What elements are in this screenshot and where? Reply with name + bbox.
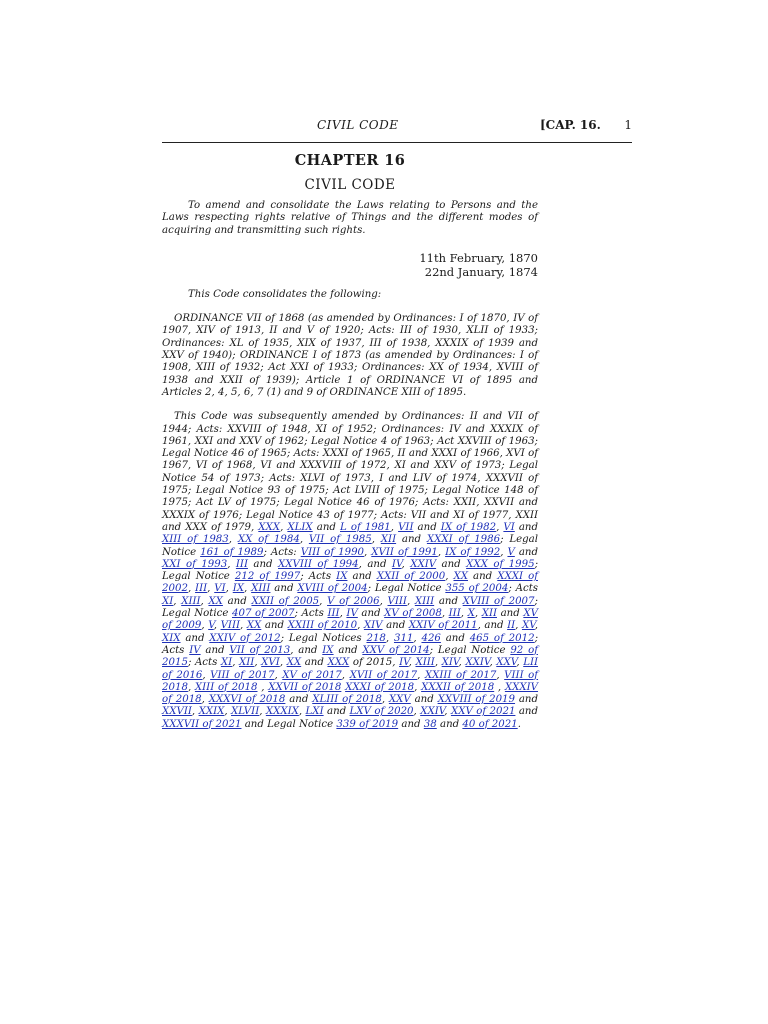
amendment-link[interactable]: XXXIX xyxy=(265,706,299,718)
amendment-link[interactable]: V xyxy=(507,546,515,558)
amendment-link[interactable]: XXV of 2021 xyxy=(450,706,516,718)
amendment-link[interactable]: XXXI of 2002 xyxy=(162,571,538,595)
amendment-link[interactable]: 311 xyxy=(393,632,414,644)
amendment-link[interactable]: VI xyxy=(503,521,515,533)
amendment-link[interactable]: XII xyxy=(380,534,397,546)
amendment-link[interactable]: IX of 1982 xyxy=(440,521,497,533)
amendment-link[interactable]: XLVII xyxy=(231,706,260,718)
amendment-link[interactable]: XX xyxy=(208,595,223,607)
amendment-link[interactable]: IX xyxy=(232,583,245,595)
amendment-link[interactable]: XVIII of 2007 xyxy=(462,595,535,607)
amendment-link[interactable]: XXV xyxy=(496,657,517,669)
amendment-link[interactable]: 407 of 2007 xyxy=(231,608,295,620)
amendment-link[interactable]: VIII of 2017 xyxy=(210,669,275,681)
amendment-link[interactable]: V of 2006 xyxy=(327,595,380,607)
amendment-link[interactable]: XIII xyxy=(181,595,201,607)
amendment-link[interactable]: XXV of 2014 xyxy=(362,644,430,656)
amendment-link[interactable]: XXXII of 2018 xyxy=(421,681,495,693)
amendment-link[interactable]: VI xyxy=(214,583,226,595)
amendment-link[interactable]: XXIV of 2011 xyxy=(408,620,478,632)
amendment-link[interactable]: XXIV xyxy=(410,558,437,570)
amendment-link[interactable]: L of 1981 xyxy=(340,521,391,533)
amendment-link[interactable]: II xyxy=(507,620,516,632)
amendment-link[interactable]: XXIX xyxy=(198,706,225,718)
amendment-link[interactable]: XXIII of 2017 xyxy=(424,669,497,681)
running-header-title: CIVIL CODE xyxy=(317,118,399,132)
amendment-link[interactable]: XIII xyxy=(251,583,271,595)
amendment-link[interactable]: XXXVII of 2021 xyxy=(162,718,242,730)
amendment-link[interactable]: 212 of 1997 xyxy=(234,571,301,583)
amendment-link[interactable]: V xyxy=(208,620,214,632)
amendment-link[interactable]: XIV xyxy=(363,620,383,632)
amendment-link[interactable]: XXXI of 1986 xyxy=(426,534,501,546)
consolidated-ordinances: ORDINANCE VII of 1868 (as amended by Ordinances: I of 1870, IV of 1907, XIV of 1913, II and V of 1920; Acts: III of 1930, XLII of 1933; Ordinances: XL of 1935, XIX of 1937, III of 1938, XXXIX of 1939 and XXV of 1940); ORDINANCE I of 1873 (as amended by Ordinances: I of 1908, XIII of 1932; Act XXI of 1933; Ordinances: XX of 1934, XVIII of 1938 and XXII of 1939); Article 1 of ORDINANCE VI of 1895 and Articles 2, 4, 5, 6, 7 (1) and 9 of ORDINANCE XIII of 1895. xyxy=(162,313,538,398)
amendment-link[interactable]: IV xyxy=(391,558,402,570)
amendment-link[interactable]: 92 of 2015 xyxy=(162,644,539,669)
chapter-reference: [CAP. 16. xyxy=(540,118,601,132)
amendment-link[interactable]: XXX of 1995 xyxy=(466,558,535,570)
amendment-link[interactable]: LII of 2016 xyxy=(162,657,539,681)
amendment-link[interactable]: XVI xyxy=(261,657,280,669)
running-header xyxy=(162,118,632,138)
amendment-link[interactable]: 339 of 2019 xyxy=(336,718,399,730)
header-rule xyxy=(162,142,632,143)
enactment-dates xyxy=(162,251,538,279)
amendment-link[interactable]: IV xyxy=(189,644,201,656)
amendment-link[interactable]: XXVIII of 1994 xyxy=(278,558,359,570)
amendment-link[interactable]: XXI of 1993 xyxy=(162,558,228,570)
amendment-link[interactable]: XXIV of 2012 xyxy=(209,632,281,644)
amendment-link[interactable]: III xyxy=(235,558,248,570)
amendment-link[interactable]: IX xyxy=(336,571,348,583)
amendment-link[interactable]: 426 xyxy=(421,632,441,644)
amendment-link[interactable]: XVII of 2017 xyxy=(349,669,418,681)
amendment-link[interactable]: VIII xyxy=(387,595,407,607)
amendment-link[interactable]: VIII xyxy=(220,620,240,632)
amendment-link[interactable]: XIII of 1983 xyxy=(162,534,229,546)
amendment-link[interactable]: XII xyxy=(239,657,255,669)
amendment-link[interactable]: XXX xyxy=(258,521,281,533)
amendment-link[interactable]: XIV xyxy=(441,657,459,669)
amendment-link[interactable]: XIX xyxy=(162,632,181,644)
page-number: 1 xyxy=(624,118,632,132)
amendment-link[interactable]: XXVII of 2018 xyxy=(268,681,342,693)
amendment-link[interactable]: LXV of 2020 xyxy=(349,706,414,718)
amendment-link[interactable]: XI xyxy=(162,595,174,607)
amendment-link[interactable]: XV of 2009 xyxy=(162,608,538,632)
amendment-link[interactable]: X xyxy=(467,608,475,620)
date-line: 22nd January, 1874 xyxy=(424,264,538,279)
amendment-link[interactable]: XXIII of 2010 xyxy=(287,620,358,632)
amendment-link[interactable]: XXXVI of 2018 xyxy=(208,694,286,706)
amendment-link[interactable]: XX of 1984 xyxy=(237,534,300,546)
amendment-link[interactable]: XVIII of 2004 xyxy=(297,583,368,595)
amendment-link[interactable]: XXIV xyxy=(420,706,445,718)
amendment-link[interactable]: VIII of 1990 xyxy=(300,546,365,558)
amendment-link[interactable]: XLIII of 2018 xyxy=(312,694,382,706)
amendment-link[interactable]: XV of 2008 xyxy=(384,608,442,620)
amendment-link[interactable]: 355 of 2004 xyxy=(445,583,509,595)
amendment-link[interactable]: XXXI of 2018 xyxy=(345,681,415,693)
amendment-link[interactable]: XX xyxy=(246,620,262,632)
amendment-link[interactable]: XLIX xyxy=(287,521,313,533)
amendment-link[interactable]: 218 xyxy=(366,632,386,644)
amendment-link[interactable]: XII xyxy=(481,608,497,620)
amendment-link[interactable]: IV xyxy=(346,608,358,620)
amendment-link[interactable]: III xyxy=(195,583,208,595)
amendment-link[interactable]: III xyxy=(448,608,461,620)
amendment-link[interactable]: XXIV xyxy=(465,657,490,669)
amendment-link[interactable]: 40 of 2021 xyxy=(462,718,518,730)
chapter-heading: CHAPTER 16 xyxy=(294,152,406,169)
amendment-link[interactable]: XXVII xyxy=(162,706,192,718)
amendment-link[interactable]: XI xyxy=(220,657,233,669)
date-line: 11th February, 1870 xyxy=(419,250,538,265)
amendment-link[interactable]: XXVIII of 2019 xyxy=(437,694,516,706)
amendment-link[interactable]: XVII of 1991 xyxy=(371,546,438,558)
amendment-link[interactable]: VII xyxy=(398,521,414,533)
amendment-link[interactable]: 38 xyxy=(423,718,437,730)
long-title: To amend and consolidate the Laws relating to Persons and the Laws respecting rights relative of Things and the different modes of acquiring and transmitting such rights. xyxy=(162,200,538,236)
amendment-link[interactable]: XXXIV of 2018 xyxy=(162,681,539,706)
amendment-link[interactable]: VII of 1985 xyxy=(308,534,372,546)
document-body xyxy=(162,200,538,731)
consolidation-intro: This Code consolidates the following: xyxy=(188,288,382,300)
amendment-link[interactable]: VIII of 2018 xyxy=(162,669,539,693)
amendment-link[interactable]: XIII of 2018 xyxy=(194,681,258,693)
amendment-link[interactable]: XXV xyxy=(388,694,411,706)
amendment-history: This Code was subsequently amended by Ordinances: II and VII of 1944; Acts: XXVIII of 1948, XI of 1952; Ordinances: IV and XXXIX of 1961, XXI and XXV of 1962; Legal Notice 4 of 1963; Act XXVIII of 1963; Legal Notice 46 of 1965; Acts: XXXI of 1965, II and XXXI of 1966, XVI of 1967, VI of 1968, VI and XXXVIII of 1972, XI and XXV of 1973; Legal Notice 54 of 1973; Acts: XLVI of 1973, I and LIV of 1974, XXXVII of 1975; Legal Notice 93 of 1975; Act LVIII of 1975; Legal Notice 148 of 1975; Act LV of 1975; Legal Notice 46 of 1976; Acts: XXII, XXVII and XXXIX of 1976; Legal Notice 43 of 1977; Acts: VII and XI of 1977, XXII and XXX of 1979, XXX, XLIX and L of 1981, VII and IX of 1982, VI and XIII of 1983, XX of 1984, VII of 1985, XII and XXXI of 1986; Legal Notice 161 of 1989; Acts: VIII of 1990, XVII of 1991, IX of 1992, V and XXI of 1993, III and XXVIII of 1994, and IV, XXIV and XXX of 1995; Legal Notice 212 of 1997; Acts IX and XXII of 2000, XX and XXXI of 2002, III, VI, IX, XIII and XVIII of 2004; Legal Notice 355 of 2004; Acts XI, XIII, XX and XXII of 2005, V of 2006, VIII, XIII and XVIII of 2007; Legal Notice 407 of 2007; Acts III, IV and XV of 2008, III, X, XII and XV of 2009, V, VIII, XX and XXIII of 2010, XIV and XXIV of 2011, and II, XV, XIX and XXIV of 2012; Legal Notices 218, 311, 426 and 465 of 2012; Acts IV and VII of 2013, and IX and XXV of 2014; Legal Notice 92 of 2015; Acts XI, XII, XVI, XX and XXX of 2015, IV, XIII, XIV, XXIV, XXV, LII of 2016, VIII of 2017, XV of 2017, XVII of 2017, XXIII of 2017, VIII of 2018, XIII of 2018 , XXVII of 2018 XXXI of 2018, XXXII of 2018 , XXXIV of 2018, XXXVI of 2018 and XLIII of 2018, XXV and XXVIII of 2019 and XXVII, XXIX, XLVII, XXXIX, LXI and LXV of 2020, XXIV, XXV of 2021 and XXXVII of 2021 and Legal Notice 339 of 2019 and 38 and 40 of 2021. xyxy=(162,411,539,730)
amendment-link[interactable]: IX of 1992 xyxy=(445,546,501,558)
amendment-link[interactable]: XIII xyxy=(414,595,435,607)
code-title: CIVIL CODE xyxy=(304,177,396,193)
amendment-link[interactable]: XV xyxy=(521,620,535,632)
amendment-link[interactable]: 465 of 2012 xyxy=(469,632,535,644)
amendment-link[interactable]: XX xyxy=(453,571,468,583)
amendment-link[interactable]: IV xyxy=(399,657,409,669)
amendment-link[interactable]: XXX xyxy=(327,657,350,669)
amendment-link[interactable]: XXII of 2005 xyxy=(251,595,320,607)
amendment-link[interactable]: LXI xyxy=(305,706,324,718)
amendment-link[interactable]: XXII of 2000 xyxy=(376,571,446,583)
amendment-link[interactable]: 161 of 1989 xyxy=(200,546,264,558)
amendment-link[interactable]: IX xyxy=(322,644,334,656)
amendment-link[interactable]: XV of 2017 xyxy=(282,669,342,681)
amendment-link[interactable]: III xyxy=(327,608,340,620)
amendment-link[interactable]: XIII xyxy=(415,657,435,669)
amendment-link[interactable]: XX xyxy=(286,657,302,669)
amendment-link[interactable]: VII of 2013 xyxy=(229,644,291,656)
